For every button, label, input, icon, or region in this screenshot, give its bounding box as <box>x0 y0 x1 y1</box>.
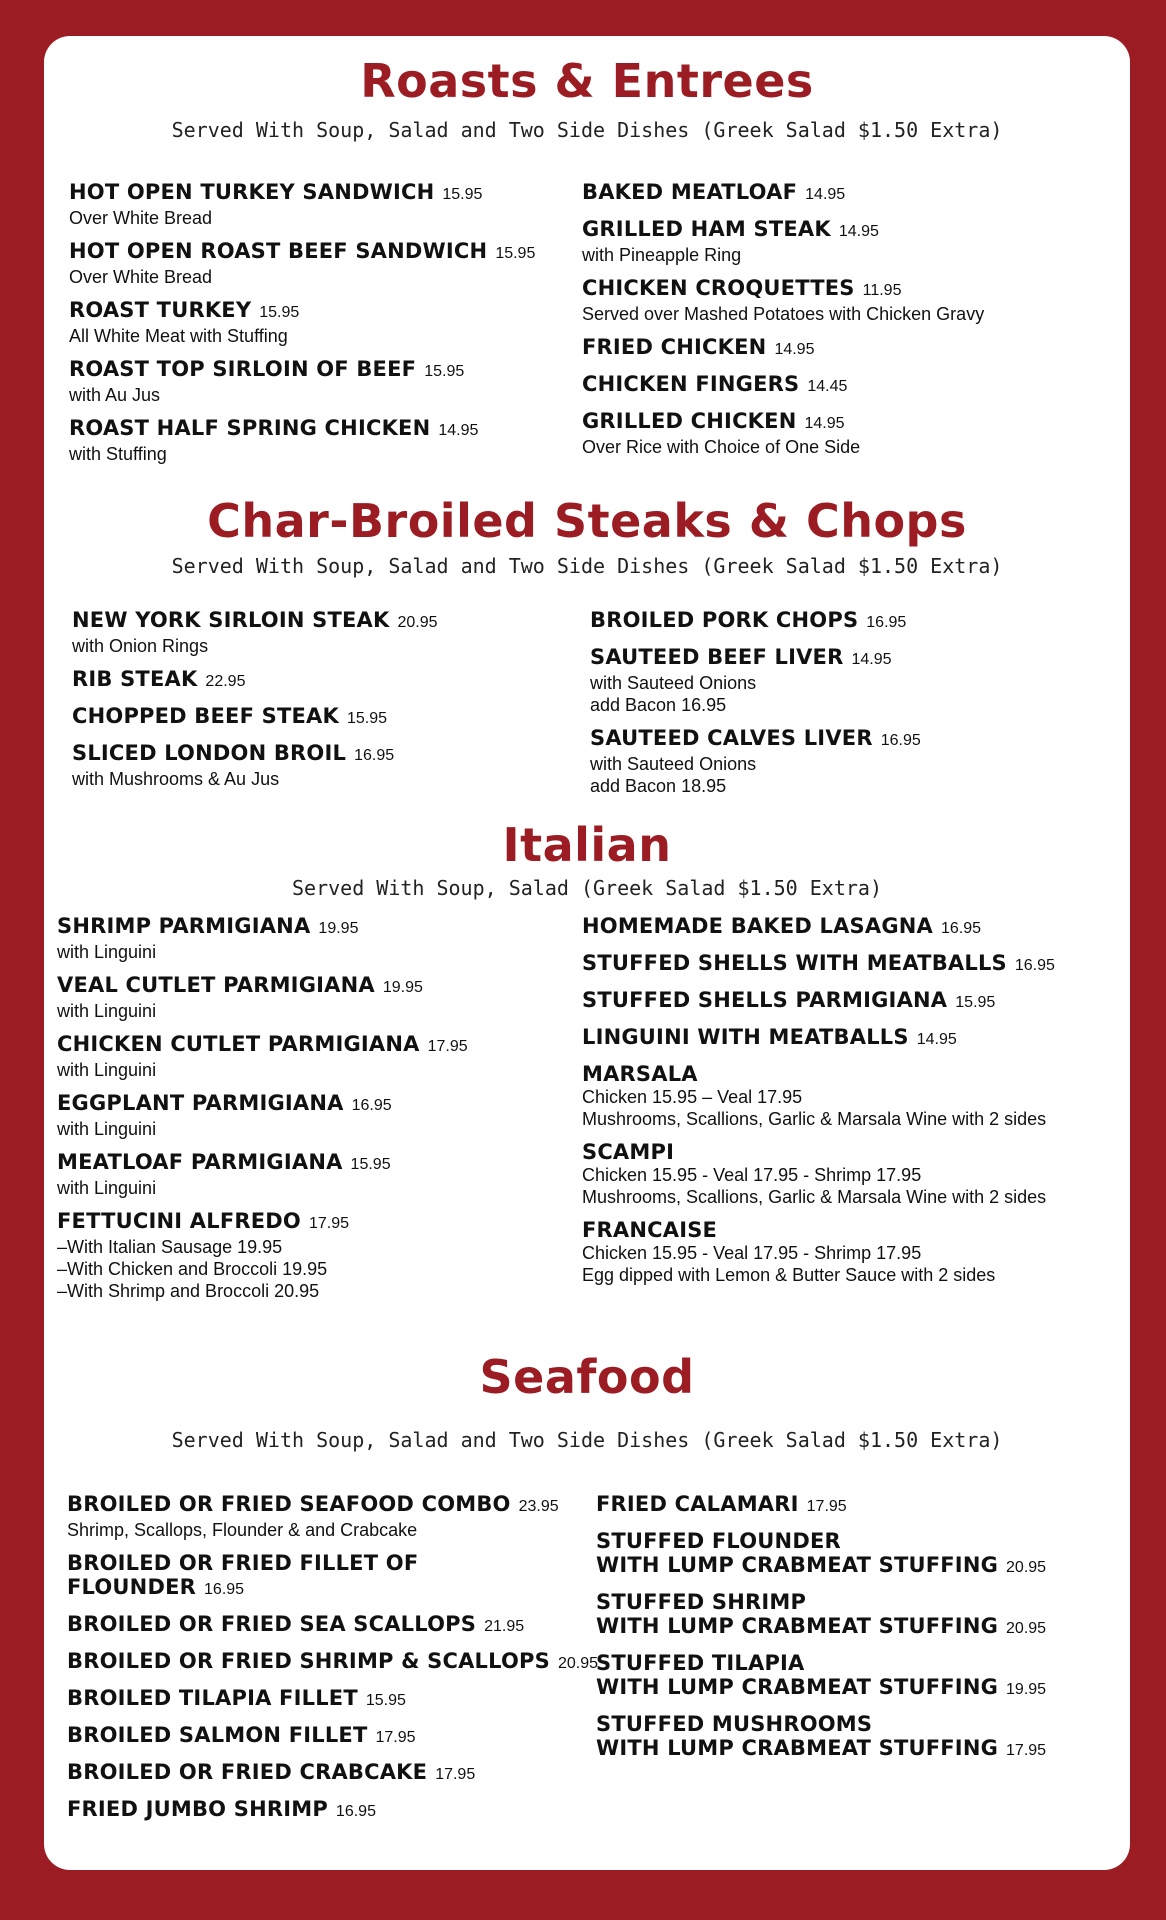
item-price: 22.95 <box>205 673 246 690</box>
item-heading <box>69 239 569 266</box>
item-name: BROILED PORK CHOPS <box>590 608 859 632</box>
section-subtitle: Served With Soup, Salad and Two Side Dishes (Greek Salad $1.50 Extra) <box>171 1428 1003 1452</box>
item-description: with Linguini <box>57 1178 157 1198</box>
item-heading <box>67 1686 602 1713</box>
menu-item <box>67 1686 602 1713</box>
item-name: MEATLOAF PARMIGIANA <box>57 1150 343 1174</box>
menu-item <box>67 1723 602 1750</box>
item-heading <box>596 1651 1121 1675</box>
item-price: 15.95 <box>365 1692 406 1709</box>
item-heading <box>72 741 572 768</box>
item-name: WITH LUMP CRABMEAT STUFFING <box>596 1614 999 1638</box>
item-heading <box>57 1091 577 1118</box>
menu-item <box>67 1797 602 1824</box>
item-name: STUFFED SHELLS PARMIGIANA <box>582 988 948 1012</box>
item-heading <box>582 372 1122 399</box>
item-name: STUFFED FLOUNDER <box>596 1529 841 1553</box>
item-heading <box>69 180 569 207</box>
section-title: Char-Broiled Steaks & Chops <box>207 494 967 548</box>
item-name: ROAST TOP SIRLOIN OF BEEF <box>69 357 417 381</box>
menu-item <box>67 1649 602 1676</box>
item-name: FRANCAISE <box>582 1218 718 1242</box>
item-price: 17.95 <box>308 1215 350 1232</box>
items-left <box>72 608 572 800</box>
menu-item <box>582 951 1127 978</box>
menu-item <box>582 1218 1127 1286</box>
item-name: SLICED LONDON BROIL <box>72 741 347 765</box>
item-heading <box>582 1140 1127 1164</box>
item-name: STUFFED SHRIMP <box>596 1590 807 1614</box>
item-price: 16.95 <box>354 747 395 764</box>
item-description: add Bacon 16.95 <box>590 695 727 715</box>
item-description: Chicken 15.95 - Veal 17.95 - Shrimp 17.95 <box>582 1243 922 1263</box>
item-heading <box>67 1723 602 1750</box>
item-price: 17.95 <box>435 1766 476 1783</box>
item-name: FRIED CALAMARI <box>596 1492 799 1516</box>
item-description: Chicken 15.95 – Veal 17.95 <box>582 1087 803 1107</box>
section-title: Seafood <box>479 1350 695 1404</box>
item-price: 16.95 <box>204 1581 245 1598</box>
item-name: SAUTEED CALVES LIVER <box>590 726 873 750</box>
item-price: 14.95 <box>916 1031 957 1048</box>
item-name: BROILED TILAPIA FILLET <box>67 1686 358 1710</box>
menu-paper <box>44 36 1130 1870</box>
item-description: Mushrooms, Scallions, Garlic & Marsala Wine with 2 sides <box>582 1187 1047 1207</box>
menu-item <box>590 645 1110 716</box>
item-heading <box>72 667 572 694</box>
section-title: Italian <box>502 818 672 872</box>
menu-item <box>582 1025 1127 1052</box>
section-subtitle: Served With Soup, Salad and Two Side Dishes (Greek Salad $1.50 Extra) <box>171 118 1003 142</box>
items-left <box>67 1492 602 1834</box>
item-name: RIB STEAK <box>72 667 198 691</box>
item-heading <box>590 726 1110 753</box>
menu-item <box>582 1062 1127 1130</box>
item-heading <box>69 298 569 325</box>
item-price: 17.95 <box>1006 1742 1047 1759</box>
menu-item <box>67 1551 602 1602</box>
item-heading <box>57 1150 577 1177</box>
menu-item <box>57 973 577 1022</box>
menu-item <box>596 1651 1121 1702</box>
item-name: HOT OPEN TURKEY SANDWICH <box>69 180 435 204</box>
item-price: 16.95 <box>866 614 907 631</box>
item-price: 16.95 <box>1014 957 1055 974</box>
menu-item <box>57 1032 577 1081</box>
item-heading <box>596 1553 1121 1580</box>
item-heading <box>582 914 1127 941</box>
item-heading <box>72 608 572 635</box>
item-heading <box>582 276 1122 303</box>
item-price: 14.95 <box>838 223 879 240</box>
item-heading <box>57 1209 577 1236</box>
item-price: 17.95 <box>806 1498 847 1515</box>
item-heading <box>57 914 577 941</box>
item-name: CHICKEN CROQUETTES <box>582 276 855 300</box>
item-name: BAKED MEATLOAF <box>582 180 798 204</box>
menu-item <box>57 1209 577 1302</box>
menu-item <box>596 1590 1121 1641</box>
item-heading <box>57 1032 577 1059</box>
menu-item <box>69 416 569 465</box>
item-description: with Linguini <box>57 1119 157 1139</box>
item-heading <box>596 1712 1121 1736</box>
item-heading <box>596 1614 1121 1641</box>
item-heading <box>67 1649 602 1676</box>
menu-item <box>72 608 572 657</box>
item-heading <box>67 1797 602 1824</box>
menu-item <box>72 704 572 731</box>
item-name: HOMEMADE BAKED LASAGNA <box>582 914 934 938</box>
item-name: STUFFED TILAPIA <box>596 1651 805 1675</box>
item-price: 20.95 <box>557 1655 598 1672</box>
items-right <box>582 914 1127 1296</box>
item-price: 15.95 <box>346 710 388 727</box>
item-name: EGGPLANT PARMIGIANA <box>57 1091 344 1115</box>
item-heading <box>596 1529 1121 1553</box>
item-price: 11.95 <box>862 282 902 299</box>
menu-item <box>596 1712 1121 1763</box>
menu-item <box>582 335 1122 362</box>
item-heading <box>67 1551 602 1602</box>
item-name: FRIED CHICKEN <box>582 335 767 359</box>
menu-item <box>69 239 569 288</box>
menu-item <box>582 217 1122 266</box>
menu-item <box>590 608 1110 635</box>
item-heading <box>69 357 569 384</box>
item-name: BROILED OR FRIED CRABCAKE <box>67 1760 428 1784</box>
item-price: 14.95 <box>805 186 846 203</box>
item-description: Egg dipped with Lemon & Butter Sauce with 2 sides <box>582 1265 996 1285</box>
item-description: with Mushrooms & Au Jus <box>72 769 280 789</box>
item-heading <box>582 951 1127 978</box>
item-description: with Sauteed Onions <box>590 673 757 693</box>
section-title: Roasts & Entrees <box>360 54 814 108</box>
item-name: WITH LUMP CRABMEAT STUFFING <box>596 1736 999 1760</box>
item-price: 20.95 <box>1006 1620 1047 1637</box>
menu-item <box>69 180 569 229</box>
item-name: STUFFED MUSHROOMS <box>596 1712 873 1736</box>
item-price: 14.95 <box>438 422 479 439</box>
item-heading <box>582 1218 1127 1242</box>
item-price: 19.95 <box>1006 1681 1047 1698</box>
item-price: 15.95 <box>495 245 536 262</box>
item-name: BROILED OR FRIED FILLET OF FLOUNDER <box>67 1551 419 1599</box>
item-name: MARSALA <box>582 1062 698 1086</box>
item-heading <box>596 1736 1121 1763</box>
item-heading <box>67 1612 602 1639</box>
menu-item <box>596 1492 1121 1519</box>
item-name: FETTUCINI ALFREDO <box>57 1209 301 1233</box>
item-description: with Linguini <box>57 942 157 962</box>
item-heading <box>582 1062 1127 1086</box>
item-price: 16.95 <box>880 732 921 749</box>
item-heading <box>596 1492 1121 1519</box>
item-price: 19.95 <box>318 920 359 937</box>
item-description: Over White Bread <box>69 208 213 228</box>
item-price: 23.95 <box>518 1498 559 1515</box>
item-price: 14.95 <box>774 341 815 358</box>
item-description: add Bacon 18.95 <box>590 776 727 796</box>
item-name: NEW YORK SIRLOIN STEAK <box>72 608 390 632</box>
item-price: 20.95 <box>397 614 438 631</box>
menu-item <box>67 1492 602 1541</box>
item-price: 19.95 <box>382 979 423 996</box>
items-right <box>590 608 1110 807</box>
item-heading <box>582 180 1122 207</box>
menu-item <box>590 726 1110 797</box>
item-description: with Onion Rings <box>72 636 209 656</box>
menu-item <box>69 357 569 406</box>
item-price: 15.95 <box>955 994 996 1011</box>
item-price: 16.95 <box>335 1803 376 1820</box>
menu-item <box>582 180 1122 207</box>
item-price: 14.95 <box>804 415 845 432</box>
item-heading <box>57 973 577 1000</box>
menu-item <box>67 1612 602 1639</box>
item-name: CHOPPED BEEF STEAK <box>72 704 339 728</box>
item-description: –With Chicken and Broccoli 19.95 <box>57 1259 328 1279</box>
menu-item <box>72 667 572 694</box>
item-description: –With Shrimp and Broccoli 20.95 <box>57 1281 320 1301</box>
item-price: 14.95 <box>851 651 892 668</box>
item-heading <box>69 416 569 443</box>
item-heading <box>67 1492 602 1519</box>
menu-item <box>582 276 1122 325</box>
menu-item <box>72 741 572 790</box>
item-heading <box>582 217 1122 244</box>
item-description: Over Rice with Choice of One Side <box>582 437 861 457</box>
items-left <box>69 180 569 475</box>
item-description: Shrimp, Scallops, Flounder & and Crabcake <box>67 1520 418 1540</box>
items-right <box>596 1492 1121 1773</box>
section-subtitle: Served With Soup, Salad and Two Side Dishes (Greek Salad $1.50 Extra) <box>171 554 1003 578</box>
item-price: 17.95 <box>427 1038 468 1055</box>
item-name: VEAL CUTLET PARMIGIANA <box>57 973 375 997</box>
menu-item <box>596 1529 1121 1580</box>
item-name: BROILED OR FRIED SEAFOOD COMBO <box>67 1492 511 1516</box>
item-name: HOT OPEN ROAST BEEF SANDWICH <box>69 239 488 263</box>
item-heading <box>590 608 1110 635</box>
item-name: BROILED OR FRIED SEA SCALLOPS <box>67 1612 477 1636</box>
menu-item <box>582 1140 1127 1208</box>
item-heading <box>596 1675 1121 1702</box>
item-description: Mushrooms, Scallions, Garlic & Marsala Wine with 2 sides <box>582 1109 1047 1129</box>
menu-item <box>69 298 569 347</box>
item-description: with Stuffing <box>69 444 167 464</box>
item-price: 14.45 <box>807 378 848 395</box>
item-name: LINGUINI WITH MEATBALLS <box>582 1025 909 1049</box>
menu-item <box>582 372 1122 399</box>
item-description: Served over Mashed Potatoes with Chicken Gravy <box>582 304 985 324</box>
item-name: GRILLED HAM STEAK <box>582 217 831 241</box>
item-heading <box>582 335 1122 362</box>
item-heading <box>596 1590 1121 1614</box>
item-name: ROAST TURKEY <box>69 298 252 322</box>
menu-item <box>67 1760 602 1787</box>
item-description: with Au Jus <box>69 385 161 405</box>
items-right <box>582 180 1122 468</box>
item-name: GRILLED CHICKEN <box>582 409 797 433</box>
item-price: 16.95 <box>351 1097 392 1114</box>
item-description: with Sauteed Onions <box>590 754 757 774</box>
item-price: 21.95 <box>484 1618 525 1635</box>
item-name: BROILED SALMON FILLET <box>67 1723 368 1747</box>
item-description: with Linguini <box>57 1060 157 1080</box>
item-name: FRIED JUMBO SHRIMP <box>67 1797 328 1821</box>
item-name: STUFFED SHELLS WITH MEATBALLS <box>582 951 1007 975</box>
item-heading <box>582 988 1127 1015</box>
item-heading <box>582 1025 1127 1052</box>
item-heading <box>590 645 1110 672</box>
menu-item <box>582 409 1122 458</box>
item-description: –With Italian Sausage 19.95 <box>57 1237 283 1257</box>
menu-item <box>57 1091 577 1140</box>
items-left <box>57 914 577 1312</box>
item-price: 15.95 <box>259 304 300 321</box>
section-subtitle: Served With Soup, Salad (Greek Salad $1.50 Extra) <box>291 876 882 900</box>
item-price: 16.95 <box>941 920 982 937</box>
item-price: 15.95 <box>442 186 483 203</box>
item-description: Over White Bread <box>69 267 213 287</box>
item-heading <box>72 704 572 731</box>
item-heading <box>582 409 1122 436</box>
item-name: CHICKEN FINGERS <box>582 372 800 396</box>
item-description: with Linguini <box>57 1001 157 1021</box>
item-description: with Pineapple Ring <box>582 245 742 265</box>
item-name: CHICKEN CUTLET PARMIGIANA <box>57 1032 420 1056</box>
item-name: BROILED OR FRIED SHRIMP & SCALLOPS <box>67 1649 550 1673</box>
item-price: 15.95 <box>424 363 465 380</box>
item-name: ROAST HALF SPRING CHICKEN <box>69 416 431 440</box>
item-price: 15.95 <box>350 1156 391 1173</box>
item-description: All White Meat with Stuffing <box>69 326 288 346</box>
menu-item <box>57 914 577 963</box>
menu-item <box>582 988 1127 1015</box>
menu-item <box>57 1150 577 1199</box>
item-name: WITH LUMP CRABMEAT STUFFING <box>596 1553 999 1577</box>
menu-item <box>582 914 1127 941</box>
item-name: SHRIMP PARMIGIANA <box>57 914 311 938</box>
item-name: SAUTEED BEEF LIVER <box>590 645 844 669</box>
item-description: Chicken 15.95 - Veal 17.95 - Shrimp 17.95 <box>582 1165 922 1185</box>
item-name: SCAMPI <box>582 1140 675 1164</box>
item-heading <box>67 1760 602 1787</box>
item-name: WITH LUMP CRABMEAT STUFFING <box>596 1675 999 1699</box>
item-price: 20.95 <box>1006 1559 1047 1576</box>
item-price: 17.95 <box>375 1729 416 1746</box>
